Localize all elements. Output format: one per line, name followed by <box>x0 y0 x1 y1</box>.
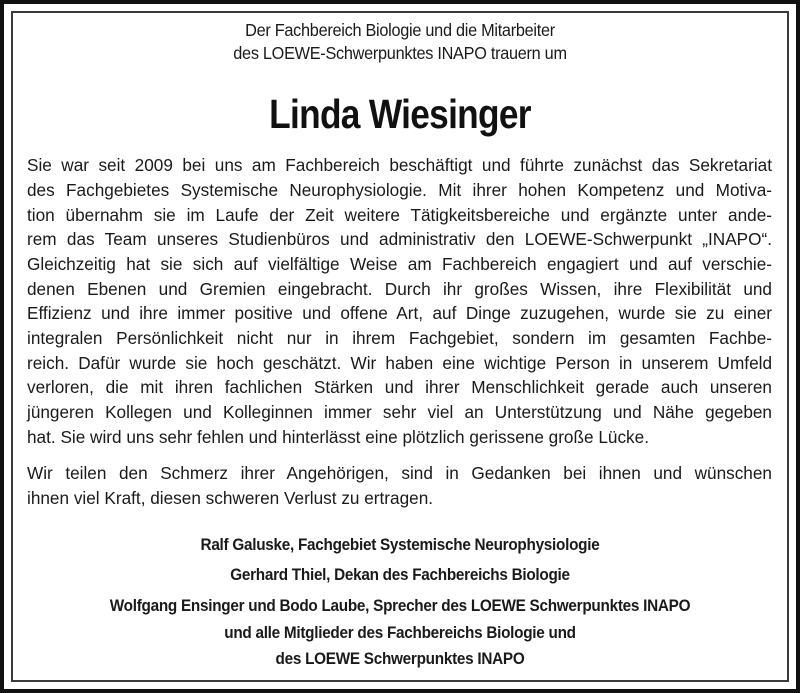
body-line: denen Ebenen und Gremien eingebracht. Durch ihr großes Wissen, ihre Flexibilität und <box>27 279 772 299</box>
body-line: Effizienz und ihre immer positive und offene Art, auf Dinge zuzugehen, wurde sie zu einer <box>27 303 772 323</box>
body-line: Gleichzeitig hat sie sich auf vielfältige Weise am Fachbereich engagiert und auf verschie- <box>27 254 772 274</box>
deceased-name: Linda Wiesinger <box>269 91 531 137</box>
body-line: hat. Sie wird uns sehr fehlen und hinterlässt eine plötzlich gerissene große Lücke. <box>27 427 649 447</box>
body-line: Sie war seit 2009 bei uns am Fachbereich beschäftigt und führte zunächst das Sekretariat <box>27 155 772 175</box>
body-line: tion übernahm sie im Laufe der Zeit weitere Tätigkeitsbereiche und ergänzte unter ande- <box>27 205 772 225</box>
header-line-1: Der Fachbereich Biologie und die Mitarbeiter <box>245 20 555 40</box>
body-line: reich. Dafür wurde sie hoch geschätzt. Wir haben eine wichtige Person in unserem Umfeld <box>27 353 772 373</box>
body-line: integralen Persönlichkeit nicht nur in ihrem Fachgebiet, sondern im gesamten Fachbe- <box>27 328 772 348</box>
body-line: des Fachgebietes Systemische Neurophysiologie. Mit ihrer hohen Kompetenz und Motiva- <box>27 180 772 200</box>
header-line-2: des LOEWE-Schwerpunktes INAPO trauern um <box>233 43 567 63</box>
signature-line: Gerhard Thiel, Dekan des Fachbereichs Biologie <box>230 565 570 584</box>
body-line: Wir teilen den Schmerz ihrer Angehörigen, sind in Gedanken bei ihnen und wünschen <box>27 463 772 483</box>
signature-line: des LOEWE Schwerpunktes INAPO <box>275 649 525 668</box>
body-line: verloren, die mit ihren fachlichen Stärken und ihrer Menschlichkeit gerade auch unseren <box>27 377 772 397</box>
signature-line: Ralf Galuske, Fachgebiet Systemische Neurophysiologie <box>200 535 600 554</box>
signature-line: und alle Mitglieder des Fachbereichs Biologie und <box>224 623 576 642</box>
body-line: rem das Team unseres Studienbüros und administrativ den LOEWE-Schwerpunkt „INAPO“. <box>27 229 772 249</box>
body-line: jüngeren Kollegen und Kolleginnen immer sehr viel an Unterstützung und Nähe gegeben <box>27 402 772 422</box>
body-line: ihnen viel Kraft, diesen schweren Verlust zu ertragen. <box>27 488 434 508</box>
signature-line: Wolfgang Ensinger und Bodo Laube, Sprecher des LOEWE Schwerpunktes INAPO <box>109 596 691 615</box>
